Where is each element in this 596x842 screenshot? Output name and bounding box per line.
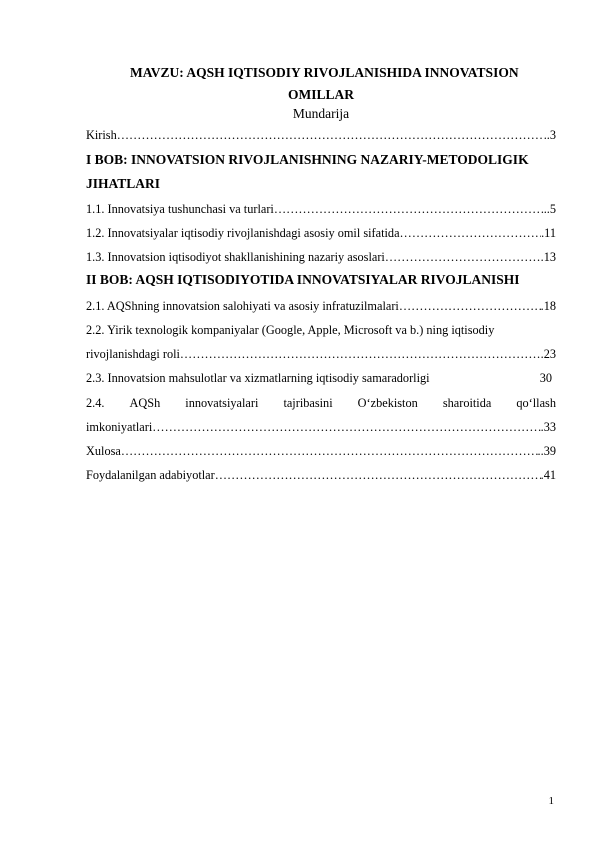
toc-page: .18 bbox=[540, 299, 556, 313]
toc-entry-2-4-line2[interactable] bbox=[86, 419, 556, 435]
toc-label: Foydalanilgan adabiyotlar bbox=[86, 468, 215, 482]
toc-leader-dots bbox=[400, 225, 542, 241]
toc-entry-kirish[interactable] bbox=[86, 127, 556, 143]
toc-page: .23 bbox=[540, 347, 556, 361]
toc-leader-dots bbox=[274, 201, 544, 217]
toc-label: 2.3. Innovatsion mahsulotlar va xizmatlarning iqtisodiy samaradorligi bbox=[86, 371, 430, 385]
toc-entry-2-1[interactable] bbox=[86, 298, 556, 314]
toc-page: .33 bbox=[540, 420, 556, 434]
toc-entry-1-3[interactable] bbox=[86, 249, 556, 265]
toc-leader-dots bbox=[117, 127, 544, 143]
toc-chapter-2[interactable]: II BOB: AQSH IQTISODIYOTIDA INNOVATSIYALAR RIVOJLANISHI bbox=[86, 272, 520, 287]
toc-label: 2.1. AQShning innovatsion salohiyati va asosiy infratuzilmalari bbox=[86, 299, 399, 313]
document-title-line1: MAVZU: AQSH IQTISODIY RIVOJLANISHIDA INNOVATSION bbox=[130, 65, 519, 80]
toc-chapter-1-line2[interactable]: JIHATLARI bbox=[86, 176, 161, 191]
toc-leader-dots bbox=[399, 298, 541, 314]
toc-page: 30 bbox=[539, 371, 552, 385]
toc-leader-dots bbox=[215, 467, 541, 483]
toc-page: .13 bbox=[540, 250, 556, 264]
toc-entry-adabiyotlar[interactable] bbox=[86, 467, 556, 483]
toc-word: O‘zbekiston bbox=[357, 396, 418, 410]
toc-word: 2.4. bbox=[86, 396, 105, 410]
toc-word: innovatsiyalari bbox=[185, 396, 259, 410]
toc-entry-1-1[interactable] bbox=[86, 201, 556, 217]
toc-label: Xulosa bbox=[86, 444, 121, 458]
toc-leader-dots bbox=[385, 249, 541, 265]
toc-leader-dots bbox=[180, 346, 541, 362]
toc-heading: Mundarija bbox=[292, 106, 350, 121]
toc-label: rivojlanishdagi roli bbox=[86, 347, 180, 361]
toc-chapter-1-line1[interactable]: I BOB: INNOVATSION RIVOJLANISHNING NAZARIY-METODOLIGIK bbox=[86, 152, 529, 167]
toc-page: .11 bbox=[541, 226, 556, 240]
toc-word: qo‘llash bbox=[516, 396, 556, 410]
toc-entry-1-2[interactable] bbox=[86, 225, 556, 241]
toc-page: .41 bbox=[540, 468, 556, 482]
toc-page: ..39 bbox=[537, 444, 556, 458]
toc-leader-dots bbox=[121, 443, 538, 459]
toc-label: imkoniyatlari bbox=[86, 420, 153, 434]
toc-word: tajribasini bbox=[283, 396, 333, 410]
toc-entry-2-4-line1[interactable] bbox=[86, 395, 556, 411]
toc-page: ..3 bbox=[543, 128, 556, 142]
toc-entry-2-2-line2[interactable] bbox=[86, 346, 556, 362]
document-title-line2: OMILLAR bbox=[287, 87, 354, 102]
toc-label: 1.2. Innovatsiyalar iqtisodiy rivojlanishdagi asosiy omil sifatida bbox=[86, 226, 400, 240]
toc-entry-xulosa[interactable] bbox=[86, 443, 556, 459]
toc-entry-2-2-line1[interactable]: 2.2. Yirik texnologik kompaniyalar (Google, Apple, Microsoft va b.) ning iqtisodiy bbox=[86, 323, 495, 337]
toc-word: AQSh bbox=[129, 396, 161, 410]
toc-label: 1.3. Innovatsion iqtisodiyot shakllanishining nazariy asoslari bbox=[86, 250, 385, 264]
toc-entry-2-3[interactable] bbox=[86, 370, 556, 386]
toc-label: 1.1. Innovatsiya tushunchasi va turlari bbox=[86, 202, 274, 216]
toc-word: sharoitida bbox=[442, 396, 492, 410]
page-number: 1 bbox=[548, 795, 554, 807]
toc-page: ..5 bbox=[543, 202, 556, 216]
toc-label: Kirish bbox=[86, 128, 117, 142]
toc-leader-dots bbox=[152, 419, 540, 435]
